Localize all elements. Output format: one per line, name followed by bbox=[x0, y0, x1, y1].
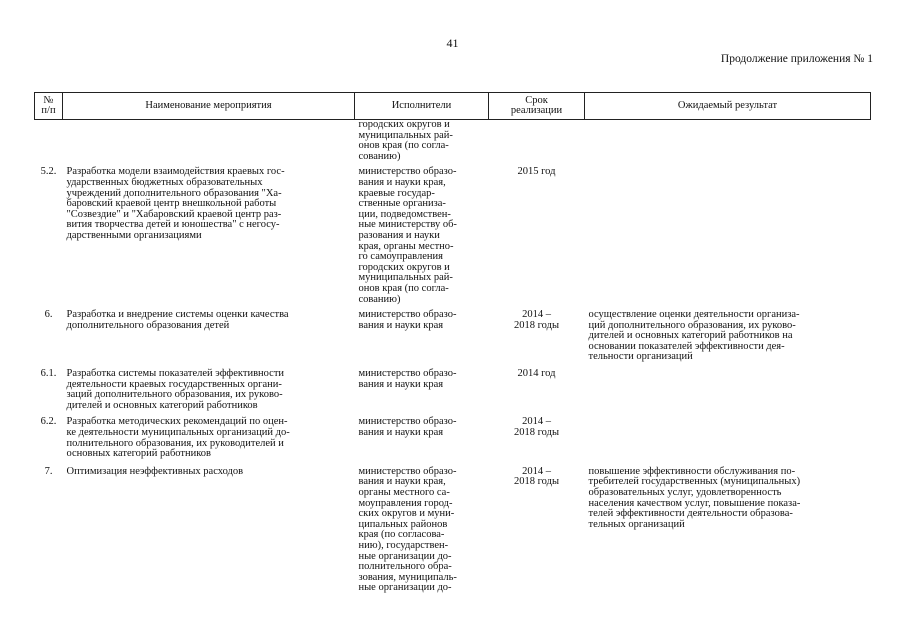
header-result: Ожидаемый результат bbox=[585, 93, 871, 120]
table-row-continuation bbox=[35, 120, 871, 168]
cell-result bbox=[585, 120, 871, 168]
cell-term bbox=[489, 120, 585, 168]
cell-result: осуществление оценки деятельности организа- ций дополнительного образования, их руково- дителей и основных категорий работников на основании показателей эффективности дея- тельности организаций bbox=[588, 309, 800, 363]
cell-name bbox=[63, 120, 355, 168]
cell-name: Разработка модели взаимодействия краевых гос- ударственных бюджетных образовательных учреждений дополнительного образования "Ха- баровский краевой центр внешкольной работы "Созвездие" и "Хабаровский краевой центр раз- вития творчества детей и юношества" с негосу- дарственными организациями bbox=[66, 166, 285, 241]
table-row bbox=[35, 310, 871, 369]
cell-name: Оптимизация неэффективных расходов bbox=[66, 465, 244, 477]
cell-result: повышение эффективности обслуживания по- требителей государственных (муниципальных) образовательных услуг, удовлетворенность населения качеством услуг, повышение показа- телей эффективности деятельности образова- тельных организаций bbox=[588, 465, 801, 530]
cell-num: 7. bbox=[44, 465, 53, 477]
cell-term: 2014 – 2018 годы bbox=[513, 465, 559, 488]
cell-result bbox=[585, 369, 871, 417]
cell-term: 2014 – 2018 годы bbox=[513, 416, 559, 439]
cell-result bbox=[585, 417, 871, 466]
header-num: № п/п bbox=[35, 93, 63, 120]
cell-term: 2014 – 2018 годы bbox=[513, 309, 559, 331]
header-name: Наименование мероприятия bbox=[63, 93, 355, 120]
cell-num: 6. bbox=[44, 309, 53, 321]
table-row bbox=[35, 417, 871, 466]
cell-executors: министерство образо- вания и науки края, органы местного са- моуправления город- ских округов и муни- ципальных районов края (по согласова- нию), государствен- ные организации до- полнительного обра- зования, муниципаль- ные организации до- bbox=[358, 465, 457, 594]
cell-name: Разработка методических рекомендаций по оцен- ке деятельности муниципальных организаций до- полнительного образования, их руководителей и основных категорий работников bbox=[66, 416, 290, 460]
cell-num: 5.2. bbox=[40, 166, 57, 178]
cell-num: 6.2. bbox=[40, 416, 57, 428]
cell-executors: министерство образо- вания и науки края, краевые государ- ственные организа- ции, подведомствен- ные министерству об- разования и науки края, органы местно- го самоуправления городских округов и муниципальных рай- онов края (по согла- сованию) bbox=[358, 166, 457, 305]
cell-executors: министерство образо- вания и науки края bbox=[358, 368, 457, 390]
table-row bbox=[35, 167, 871, 310]
cell-term: 2015 год bbox=[517, 166, 556, 178]
table-row bbox=[35, 467, 871, 594]
page-number: 41 bbox=[446, 36, 459, 50]
cell-result bbox=[585, 167, 871, 310]
cell-executors: городских округов и муниципальных рай- онов края (по согла- сованию) bbox=[358, 119, 453, 162]
cell-name: Разработка и внедрение системы оценки качества дополнительного образования детей bbox=[66, 309, 289, 331]
header-term: Срок реализации bbox=[489, 93, 585, 120]
table-row bbox=[35, 369, 871, 417]
header-executors: Исполнители bbox=[355, 93, 489, 120]
cell-executors: министерство образо- вания и науки края bbox=[358, 309, 457, 331]
table-header bbox=[35, 93, 871, 120]
measures-table bbox=[34, 92, 871, 594]
cell-name: Разработка системы показателей эффективности деятельности краевых государственных органи- заций дополнительного образования, их руково- дителей и основных категорий работников bbox=[66, 368, 285, 411]
cell-num bbox=[35, 120, 63, 168]
cell-executors: министерство образо- вания и науки края bbox=[358, 416, 457, 439]
cell-term: 2014 год bbox=[517, 368, 556, 380]
cell-num: 6.1. bbox=[40, 368, 57, 380]
continuation-caption: Продолжение приложения № 1 bbox=[720, 53, 873, 65]
